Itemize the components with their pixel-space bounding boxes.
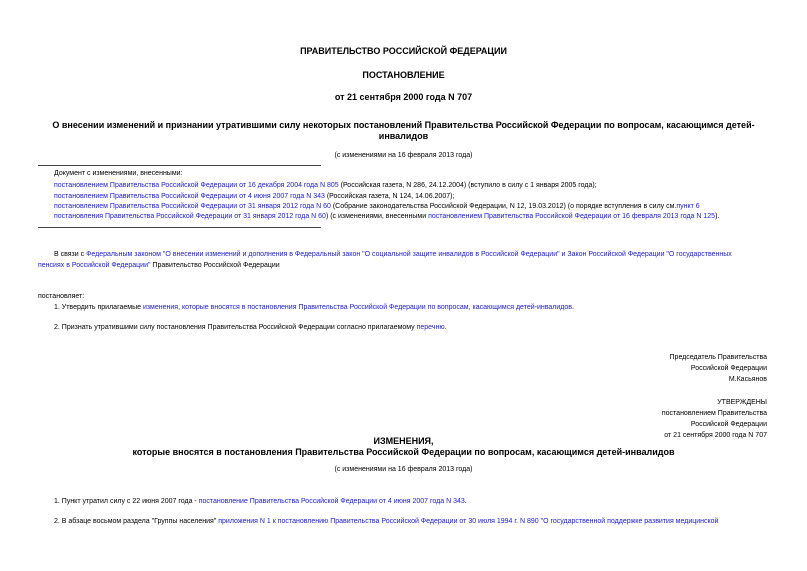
resolves-text: постановляет: bbox=[38, 293, 85, 300]
signature-title: Председатель Правительства bbox=[669, 354, 767, 361]
repeal-link[interactable]: постановление Правительства Российской Федерации от 4 июня 2007 года N 343 bbox=[198, 498, 465, 505]
change-link-3c[interactable]: постановлением Правительства Российской Федерации от 16 февраля 2013 года N 125 bbox=[428, 213, 716, 220]
change-item-3: постановлением Правительства Российской Федерации от 31 января 2012 года N 60 (Собрание законодательства Российской Федерации, N 12, 19.03.2012) (о порядке вступления в силу см.пункт 6 bbox=[54, 203, 700, 210]
changes-amend-note: (с изменениями на 16 февраля 2013 года) bbox=[334, 466, 473, 473]
doc-title-line2: инвалидов bbox=[378, 131, 429, 141]
change-link-2[interactable]: постановлением Правительства Российской Федерации от 4 июня 2007 года N 343 bbox=[54, 193, 325, 200]
body-item-2: 2. Признать утратившими силу постановления Правительства Российской Федерации согласно прилагаемому перечню. bbox=[54, 324, 447, 331]
approved-date: от 21 сентября 2000 года N 707 bbox=[664, 432, 767, 439]
change-link-1[interactable]: постановлением Правительства Российской Федерации от 16 декабря 2004 года N 805 bbox=[54, 182, 339, 189]
list-link[interactable]: перечню bbox=[416, 324, 445, 331]
doc-title-line1: О внесении изменений и признании утратившими силу некоторых постановлений Правительства Российской Федерации по вопросам, касающимся детей- bbox=[52, 120, 755, 130]
changes-item-1: 1. Пункт утратил силу с 22 июня 2007 года - постановление Правительства Российской Федерации от 4 июня 2007 года N 343. bbox=[54, 498, 467, 505]
changes-link[interactable]: изменения, которые вносятся в постановления Правительства Российской Федерации по вопросам, касающимся детей-инвалидов bbox=[142, 304, 572, 311]
body-item-1: 1. Утвердить прилагаемые изменения, которые вносятся в постановления Правительства Российской Федерации по вопросам, касающимся детей-инвалидов. bbox=[54, 304, 574, 311]
federal-law-link-cont[interactable]: пенсиях в Российской Федерации" bbox=[38, 262, 151, 269]
change-item-2: постановлением Правительства Российской Федерации от 4 июня 2007 года N 343 (Российская газета, N 124, 14.06.2007); bbox=[54, 193, 455, 200]
change-item-3-cont: постановления Правительства Российской Федерации от 31 января 2012 года N 60) (с изменениями, внесенными постановлением Правительства Российской Федерации от 16 февраля 2013 года N 125). bbox=[54, 213, 720, 220]
doc-type-heading: ПОСТАНОВЛЕНИЕ bbox=[362, 70, 445, 80]
preamble-line1: В связи с Федеральным законом "О внесении изменений и дополнения в Федеральный закон "О социальной защите инвалидов в Российской Федерации" и Закон Российской Федерации "О государственных bbox=[54, 251, 732, 258]
federal-law-link[interactable]: Федеральным законом "О внесении изменений и дополнения в Федеральный закон "О социальной защите инвалидов в Российской Федерации" и Закон Российской Федерации "О государственных bbox=[86, 251, 732, 258]
signature-name: М.Касьянов bbox=[728, 376, 767, 383]
approved-block bbox=[662, 397, 767, 441]
divider-bottom bbox=[38, 227, 321, 228]
preamble-line2: пенсиях в Российской Федерации" Правительство Российской Федерации bbox=[38, 262, 280, 269]
changes-subtitle: которые вносятся в постановления Правительства Российской Федерации по вопросам, касающимся детей-инвалидов bbox=[132, 447, 675, 457]
approved-by: постановлением Правительства bbox=[661, 410, 767, 417]
appendix-link[interactable]: приложения N 1 к постановлению Правительства Российской Федерации от 30 июля 1994 г. N 890 "О государственной поддержке развития медицинской bbox=[218, 518, 719, 525]
approved-country: Российской Федерации bbox=[690, 421, 767, 428]
change-item-1: постановлением Правительства Российской Федерации от 16 декабря 2004 года N 805 (Российская газета, N 286, 24.12.2004) (вступило в силу с 1 января 2005 года); bbox=[54, 182, 597, 189]
signature-block bbox=[670, 352, 767, 385]
doc-title bbox=[40, 120, 767, 142]
change-link-3[interactable]: постановлением Правительства Российской Федерации от 31 января 2012 года N 60 bbox=[54, 203, 331, 210]
amend-note: (с изменениями на 16 февраля 2013 года) bbox=[334, 152, 473, 159]
changes-item-2: 2. В абзаце восьмом раздела "Группы населения" приложения N 1 к постановлению Правительства Российской Федерации от 30 июля 1994 г. N 890 "О государственной поддержке развития медицинской bbox=[54, 518, 719, 525]
government-heading: ПРАВИТЕЛЬСТВО РОССИЙСКОЙ ФЕДЕРАЦИИ bbox=[300, 46, 507, 56]
change-link-3-point[interactable]: пункт 6 bbox=[676, 203, 700, 210]
change-link-3b[interactable]: постановления Правительства Российской Федерации от 31 января 2012 года N 60 bbox=[54, 213, 326, 220]
divider-top bbox=[38, 165, 321, 166]
doc-date-number: от 21 сентября 2000 года N 707 bbox=[334, 92, 473, 102]
signature-country: Российской Федерации bbox=[690, 365, 767, 372]
changes-intro: Документ с изменениями, внесенными: bbox=[54, 170, 183, 177]
changes-title: ИЗМЕНЕНИЯ, bbox=[373, 436, 434, 446]
approved-title: УТВЕРЖДЕНЫ bbox=[717, 399, 767, 406]
